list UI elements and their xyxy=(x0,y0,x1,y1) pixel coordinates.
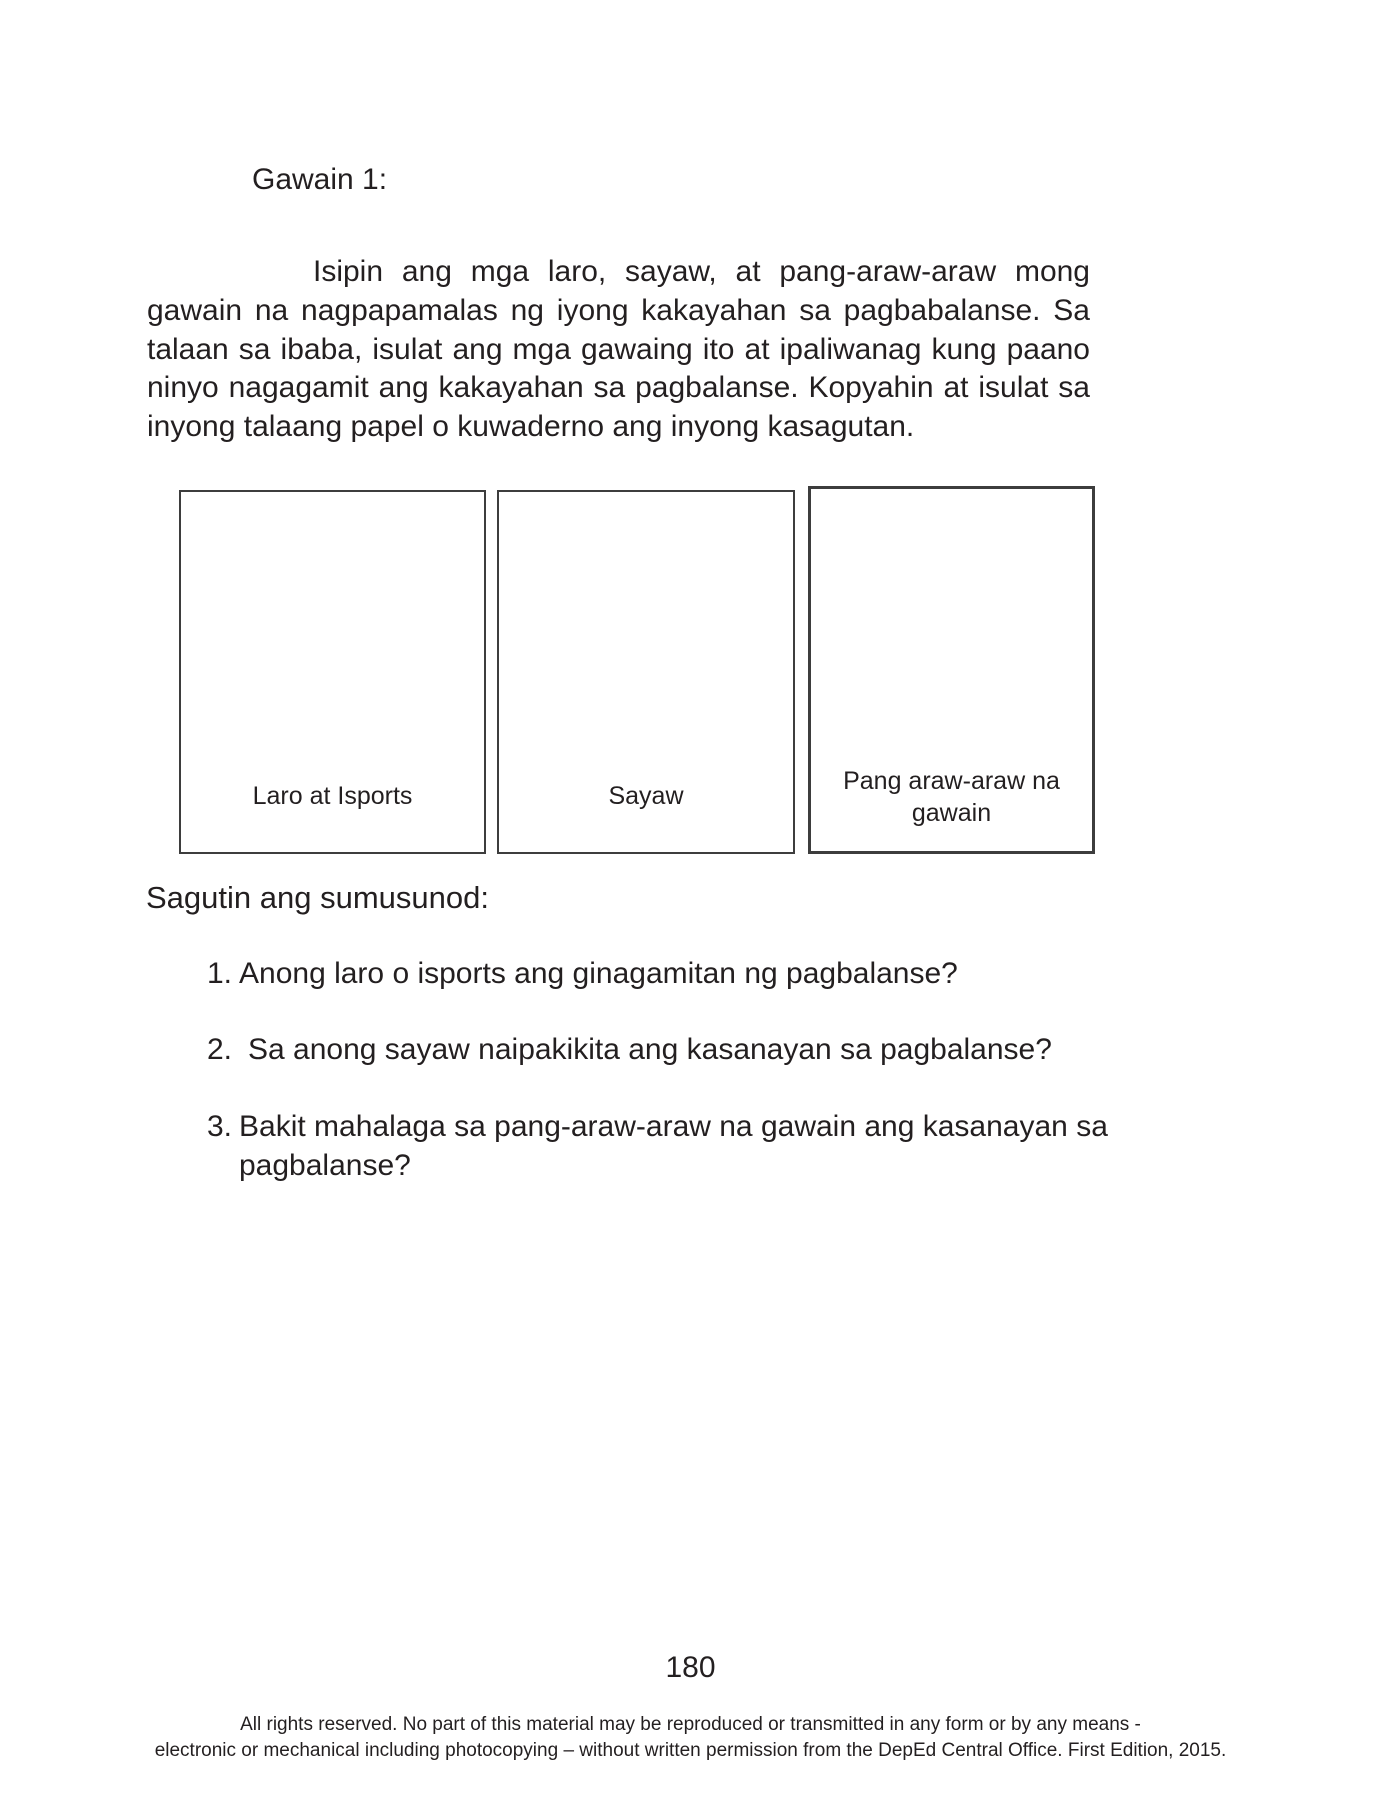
question-text: Sa anong sayaw naipakikita ang kasanayan sa pagbalanse? xyxy=(248,1033,1052,1066)
activity-heading: Gawain 1: xyxy=(252,163,388,196)
box-label: Pang araw-araw na gawain xyxy=(843,767,1060,827)
footer-line: All rights reserved. No part of this material may be reproduced or transmitted in any form or by any means - xyxy=(240,1714,1141,1735)
question-item-2 xyxy=(207,1031,1052,1070)
question-text: Anong laro o isports ang ginagamitan ng pagbalanse? xyxy=(239,957,958,990)
question-item-1 xyxy=(207,955,958,994)
question-number: 1. xyxy=(207,957,233,990)
box-label: Sayaw xyxy=(608,782,684,810)
question-item-3 xyxy=(207,1108,1139,1186)
copyright-footer xyxy=(0,1712,1381,1763)
page-number: 180 xyxy=(665,1651,716,1684)
question-text: Bakit mahalaga sa pang-araw-araw na gawain ang kasanayan sa pagbalanse? xyxy=(239,1110,1108,1182)
answer-box-laro-at-isports xyxy=(179,490,486,854)
questions-prompt: Sagutin ang sumusunod: xyxy=(146,880,489,915)
answer-box-sayaw xyxy=(497,490,795,854)
box-label: Laro at Isports xyxy=(252,782,413,810)
footer-line: electronic or mechanical including photocopying – without written permission from the DepEd Central Office. First Edition, 2015. xyxy=(154,1739,1227,1761)
instructions-paragraph: Isipin ang mga laro, sayaw, at pang-araw-araw mong gawain na nagpapamalas ng iyong kakayahan sa pagbabalanse. Sa talaan sa ibaba, isulat ang mga gawaing ito at ipaliwanag kung paano ninyo nagagamit ang kakayahan sa pagbalanse. Kopyahin at isulat sa inyong talaang papel o kuwaderno ang inyong kasagutan. xyxy=(147,255,1090,443)
question-number: 3. xyxy=(207,1110,233,1143)
answer-box-pang-araw-araw xyxy=(808,486,1095,854)
question-number: 2. xyxy=(207,1033,233,1066)
